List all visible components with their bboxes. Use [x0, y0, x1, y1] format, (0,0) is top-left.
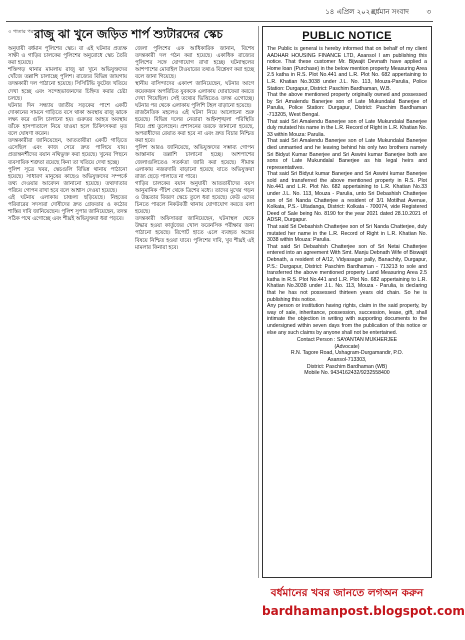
- article-paragraph: পুলিশ আরও জানিয়েছে, অভিযুক্তদের সম্ভাব্য গোপন আস্তানায় তল্লাশি চালানো হচ্ছে। আশপাশের জেলাগুলিতেও সতর্কতা জারি করা হয়েছে। সীমান্ত এলাকায় নজরদারি বাড়ানো হয়েছে যাতে অভিযুক্তরা রাজ্য ছেড়ে পালাতে না পারে।: [135, 145, 254, 180]
- contact-mobile: Mobile No. 9434162432/9232558400: [304, 370, 390, 377]
- article-headline: রাজু ঝা খুনে জড়িত শার্প শ্যুটারদের স্কেচ: [34, 27, 223, 41]
- notice-title: PUBLIC NOTICE: [302, 30, 392, 42]
- header-publication: বর্ধমান সংবাদ: [371, 8, 409, 16]
- page-header: [0, 0, 439, 22]
- column-divider: [258, 26, 259, 578]
- article-paragraph: রাজনৈতিক মহলেও এই ঘটনা নিয়ে আলোচনা শুরু হয়েছে। বিভিন্ন দলের নেতারা আইনশৃঙ্খলা পরিস্থিতি নিয়ে প্রশ্ন তুলেছেন। প্রশাসনের তরফে জানানো হয়েছে, অপরাধীদের রেয়াত করা হবে না এবং দ্রুত বিচার নিশ্চিত করা হবে।: [135, 109, 254, 145]
- promo-tagline: বর্ধমানের খবর জানতে লগঅন করুন: [270, 587, 424, 599]
- contact-address-city: Asansol-713303,: [327, 356, 367, 363]
- notice-paragraph: The Public is general is hereby informed that on behalf of my client AADHAR HOUSING FINANCE LTD, Asansol I am publishing this notice. That these customer Mr. Bijwajit Devnath have applied a Home loan (Purchase) in the below mention property Measuring Area 2.5 katha in R.S. Plot No.441 and L.R. Plot No. 682 appertaining to L.R. Khatian No.3038 under J.L. No. 113, Mouza-Parulia, Police Station: Durgapur, District: Paschim Bardhaman, W.B.: [267, 46, 427, 92]
- article-paragraph: অনুযায়ী বর্ধমান পুলিশের স্কেচ। বা এই ঘটনার প্রত্যক্ষ সাক্ষী ও গাড়ির চালকের পুলিশের অনুরোধে স্কেচ তৈরি করা হয়েছে।: [8, 46, 127, 67]
- contact-role: (Advocate): [334, 343, 360, 350]
- notice-paragraph: Any person or institution having rights, claim in the said property, by way of sale, inheritance, possession, succession, lease, gift, shall intimate the objection in writing with supporting documents to the undersigned within seven days from the publication of this notice or else any such claims by anyone shall not be entertained.: [267, 303, 427, 336]
- notice-body: [267, 46, 427, 336]
- article-paragraph: স্থানীয় বাসিন্দাদের একাংশ জানিয়েছেন, ঘটনার আগে কয়েকজন অপরিচিত যুবককে এলাকায় ঘোরাফেরা করতে দেখা গিয়েছিল। সেই তথ্যের ভিত্তিতেও তদন্ত এগোচ্ছে। ঘটনার পর থেকে এলাকায় পুলিশি টহল বাড়ানো হয়েছে।: [135, 81, 254, 109]
- article-heading-row: [8, 26, 254, 44]
- continuation-tag: ৩ পাতার পর: [8, 29, 34, 35]
- header-page-number: ৩: [426, 8, 431, 16]
- article-columns: [8, 46, 254, 252]
- article-paragraph: জেলা পুলিশের এক আধিকারিক জানান, বিশেষ তদন্তকারী দল গঠন করা হয়েছে। একাধিক রাজ্যের পুলিশের সঙ্গে যোগাযোগ রাখা হচ্ছে। ঘটনাস্থলের আশপাশের মোবাইল টাওয়ারের তথ্যও বিশ্লেষণ করা হচ্ছে বলে জানা গিয়েছে।: [135, 46, 254, 81]
- contact-district: District: Paschim Bardhaman (WB): [306, 363, 388, 370]
- article-column-right: [135, 46, 254, 252]
- public-notice-box: [262, 26, 432, 578]
- notice-paragraph: That said Sri Debashish Chatterjee son of Sri Netai Chatterjee entered into an agreement With Smt. Manju Debnath Wife of Biswajit Debnath, a resident of A/12, Vidyasagar pally, Banachity, Durgapur, P.S.: Durgapur, District: Paschim Bardhaman - 713213 to sole and transferred the above mentioned property Land Measuring Area 2.5 katha in R.S. Plot No.441 and L.R. Plot No. 682 appertaining to L.R. Khatian No.3038 under J.L. No. 113, Mouza - Parulia, is declaring that he has not possessed thirteen years old chain. So he is publishing this notice.: [267, 243, 427, 303]
- header-divider: [6, 21, 433, 22]
- article-paragraph: এই ঘটনায় এলাকায় চাঞ্চল্য ছড়িয়েছে। নিহতের পরিবারের সদস্যরা দোষীদের দ্রুত গ্রেফতার ও কঠোর শাস্তির দাবি জানিয়েছেন। পুলিশ সুপার জানিয়েছেন, তদন্ত সঠিক পথে এগোচ্ছে এবং শীঘ্রই অভিযুক্তরা ধরা পড়বে।: [8, 194, 127, 223]
- article-paragraph: ঘটনার দিন সন্ধ্যায় জাতীয় সড়কের পাশে একটি দোকানের সামনে গাড়িতে বসে থাকা অবস্থায় রাজু ঝাকে লক্ষ্য করে গুলি চালানো হয়। গুরুতর আহত অবস্থায় তাঁকে হাসপাতালে নিয়ে যাওয়া হলে চিকিৎসকরা মৃত বলে ঘোষণা করেন।: [8, 102, 127, 138]
- contact-person: Contact Person : SAYANTAN MUKHERJEE: [296, 337, 398, 344]
- news-article: [8, 26, 254, 578]
- notice-paragraph: That the above mentioned property originally owned and possessed by Sri Amalendu Banerjee son of Late Mukundalal Banerjee of Parulia, Police Station: Durgapur, District: Paschim Bardhaman -713205, West Bengal.: [267, 92, 427, 118]
- article-column-left: [8, 46, 127, 252]
- notice-paragraph: That said Sri Amalendu Banerjee son of Late Mukundalal Banerjee died unmarried and he leaving behind his only two brothers namely Sri Bidyut Kumar Banerjee and Sri Aswini kumar Banerjee both are sons of Late Mukundalal Banerjee as his legal heirs and representatives.: [267, 138, 427, 171]
- notice-paragraph: That said Sri Debashish Chatterjee son of Sri Nanda Chatterjee, duly mutated her name in the L.R. Record of Right in L.R. Khatian No. 3038 within Mouza: Parulia.: [267, 224, 427, 244]
- article-paragraph: তদন্তকারীরা জানিয়েছেন, আততায়ীরা একটি গাড়িতে এসেছিল এবং কাজ সেরে দ্রুত পালিয়ে যায়। প্রত্যক্ষদর্শীদের বয়ান নথিভুক্ত করা হয়েছে। খুনের পিছনে ব্যবসায়িক শত্রুতা রয়েছে কিনা তা খতিয়ে দেখা হচ্ছে।: [8, 138, 127, 166]
- contact-address: R.N. Tagore Road, Ushagram-Durgamandir, P.O.: [290, 350, 404, 357]
- notice-signature: [267, 337, 427, 377]
- article-paragraph: তদন্তকারী অফিসাররা জানিয়েছেন, ঘটনাস্থল থেকে উদ্ধার হওয়া কার্তুজের খোল ফরেনসিক পরীক্ষার জন্য পাঠানো হয়েছে। রিপোর্ট হাতে এলে ব্যবহৃত অস্ত্রের বিষয়ে নিশ্চিত হওয়া যাবে। পুলিশের দাবি, খুব শীঘ্রই এই মামলার কিনারা হবে।: [135, 216, 254, 251]
- header-date: ১৪ এপ্রিল ২০২৫,: [325, 8, 377, 16]
- notice-paragraph: That said Sri Bidyut kumar Banerjee and Sri Aswini kumar Banerjee sold and transferred the above mentioned property in R.S. Plot No.441 and L.R. Plot No. 682 appertaining to L.R. Khatian No.33 under J.L. No. 113, Mouza - Parulia, unto Sri Debashish Chatterjee son of Sri Nanda Chatterjee a resident of 3/1 Motilhat Avenue, Kolkata, P.S.- Ultadanga, District: Kolkata - 700074, vide Registered Deed of Sale being No. 8190 for the year 2021 dated 28.10.2021 of ADSR, Durgapur.: [267, 171, 427, 224]
- promo-banner: [262, 584, 465, 628]
- notice-paragraph: That said Sri Amalendu Banerjee son of Late Mukundalal Banerjee duly mutated his name in the L.R. Record of Right in L.R. Khatian No. 33 within Mouza: Parulia.: [267, 118, 427, 138]
- article-paragraph: গাড়ির চালকের বয়ান অনুযায়ী আততায়ীদের বয়স আনুমানিক পঁচিশ থেকে ত্রিশের মধ্যে। তাদের মুখের গড়ন ও উচ্চতার বিবরণ স্কেচে তুলে ধরা হয়েছে। কেউ এদের চিনতে পারলে নিকটবর্তী থানায় যোগাযোগ করতে বলা হয়েছে।: [135, 180, 254, 216]
- promo-url: bardhamanpost.blogspot.com: [262, 604, 465, 618]
- article-paragraph: পুলিশ সূত্রে খবর, স্কেচগুলি বিভিন্ন থানায় পাঠানো হয়েছে। সাধারণ মানুষের কাছেও অভিযুক্তদের সম্পর্কে তথ্য দেওয়ার আবেদন জানানো হয়েছে। তথ্যদাতার পরিচয় গোপন রাখা হবে বলে আশ্বাস দেওয়া হয়েছে।: [8, 166, 127, 194]
- article-paragraph: শক্তিগড় থানার মামলায় রাজু ঝা খুনে অভিযুক্তদের খোঁজে তল্লাশি চালাচ্ছে পুলিশ। রাজ্যের বিভিন্ন জায়গায় তদন্তকারী দল পাঠানো হয়েছে। সিসিটিভি ফুটেজ খতিয়ে দেখা হচ্ছে এবং সন্দেহভাজনদের চিহ্নিত করার চেষ্টা চলছে।: [8, 67, 127, 102]
